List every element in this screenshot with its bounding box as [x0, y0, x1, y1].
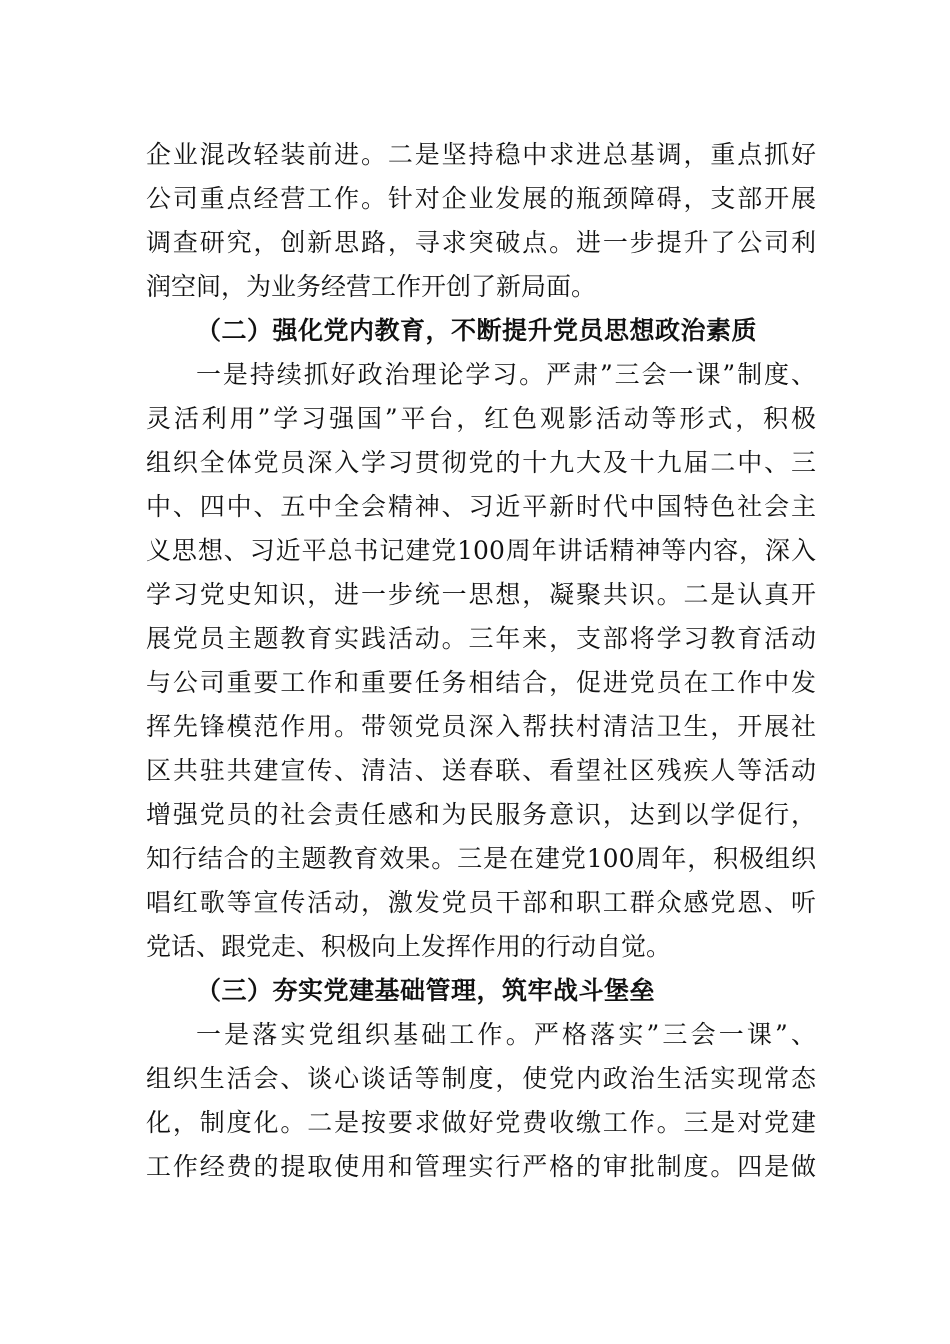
paragraph-1-line-3: 调查研究，创新思路，寻求突破点。进一步提升了公司利 [146, 228, 816, 257]
paragraph-2-line-8: 与公司重要工作和重要任务相结合，促进党员在工作中发 [146, 668, 816, 697]
paragraph-2-line-9: 挥先锋模范作用。带领党员深入帮扶村清洁卫生，开展社 [146, 712, 816, 741]
section-heading-3: （三）夯实党建基础管理，筑牢战斗堡垒 [196, 976, 656, 1005]
paragraph-1-line-4: 润空间，为业务经营工作开创了新局面。 [146, 272, 597, 301]
paragraph-2-line-10: 区共驻共建宣传、清洁、送春联、看望社区残疾人等活动 [146, 756, 816, 785]
paragraph-2-line-3: 组织全体党员深入学习贯彻党的十九大及十九届二中、三 [146, 448, 816, 477]
paragraph-2-line-5: 义思想、习近平总书记建党100周年讲话精神等内容，深入 [146, 536, 816, 565]
paragraph-2-line-6: 学习党史知识，进一步统一思想，凝聚共识。二是认真开 [146, 580, 816, 609]
paragraph-3-line-3: 化，制度化。二是按要求做好党费收缴工作。三是对党建 [146, 1108, 816, 1137]
paragraph-2-line-7: 展党员主题教育实践活动。三年来，支部将学习教育活动 [146, 624, 816, 653]
paragraph-1-line-1: 企业混改轻装前进。二是坚持稳中求进总基调，重点抓好 [146, 140, 816, 169]
paragraph-2-line-11: 增强党员的社会责任感和为民服务意识，达到以学促行， [146, 800, 816, 829]
paragraph-2-line-13: 唱红歌等宣传活动，激发党员干部和职工群众感党恩、听 [146, 888, 816, 917]
paragraph-2-line-1: 一是持续抓好政治理论学习。严肃”三会一课”制度、 [196, 360, 816, 389]
paragraph-2-line-2: 灵活利用”学习强国”平台，红色观影活动等形式，积极 [146, 404, 816, 433]
paragraph-2-line-4: 中、四中、五中全会精神、习近平新时代中国特色社会主 [146, 492, 816, 521]
paragraph-3-line-1: 一是落实党组织基础工作。严格落实”三会一课”、 [196, 1020, 816, 1049]
paragraph-2-line-14: 党话、跟党走、积极向上发挥作用的行动自觉。 [146, 932, 672, 961]
paragraph-1-line-2: 公司重点经营工作。针对企业发展的瓶颈障碍，支部开展 [146, 184, 816, 213]
paragraph-3-line-4: 工作经费的提取使用和管理实行严格的审批制度。四是做 [146, 1152, 816, 1181]
paragraph-2-line-12: 知行结合的主题教育效果。三是在建党100周年，积极组织 [146, 844, 816, 873]
section-heading-2: （二）强化党内教育，不断提升党员思想政治素质 [196, 316, 758, 345]
paragraph-3-line-2: 组织生活会、谈心谈话等制度，使党内政治生活实现常态 [146, 1064, 816, 1093]
